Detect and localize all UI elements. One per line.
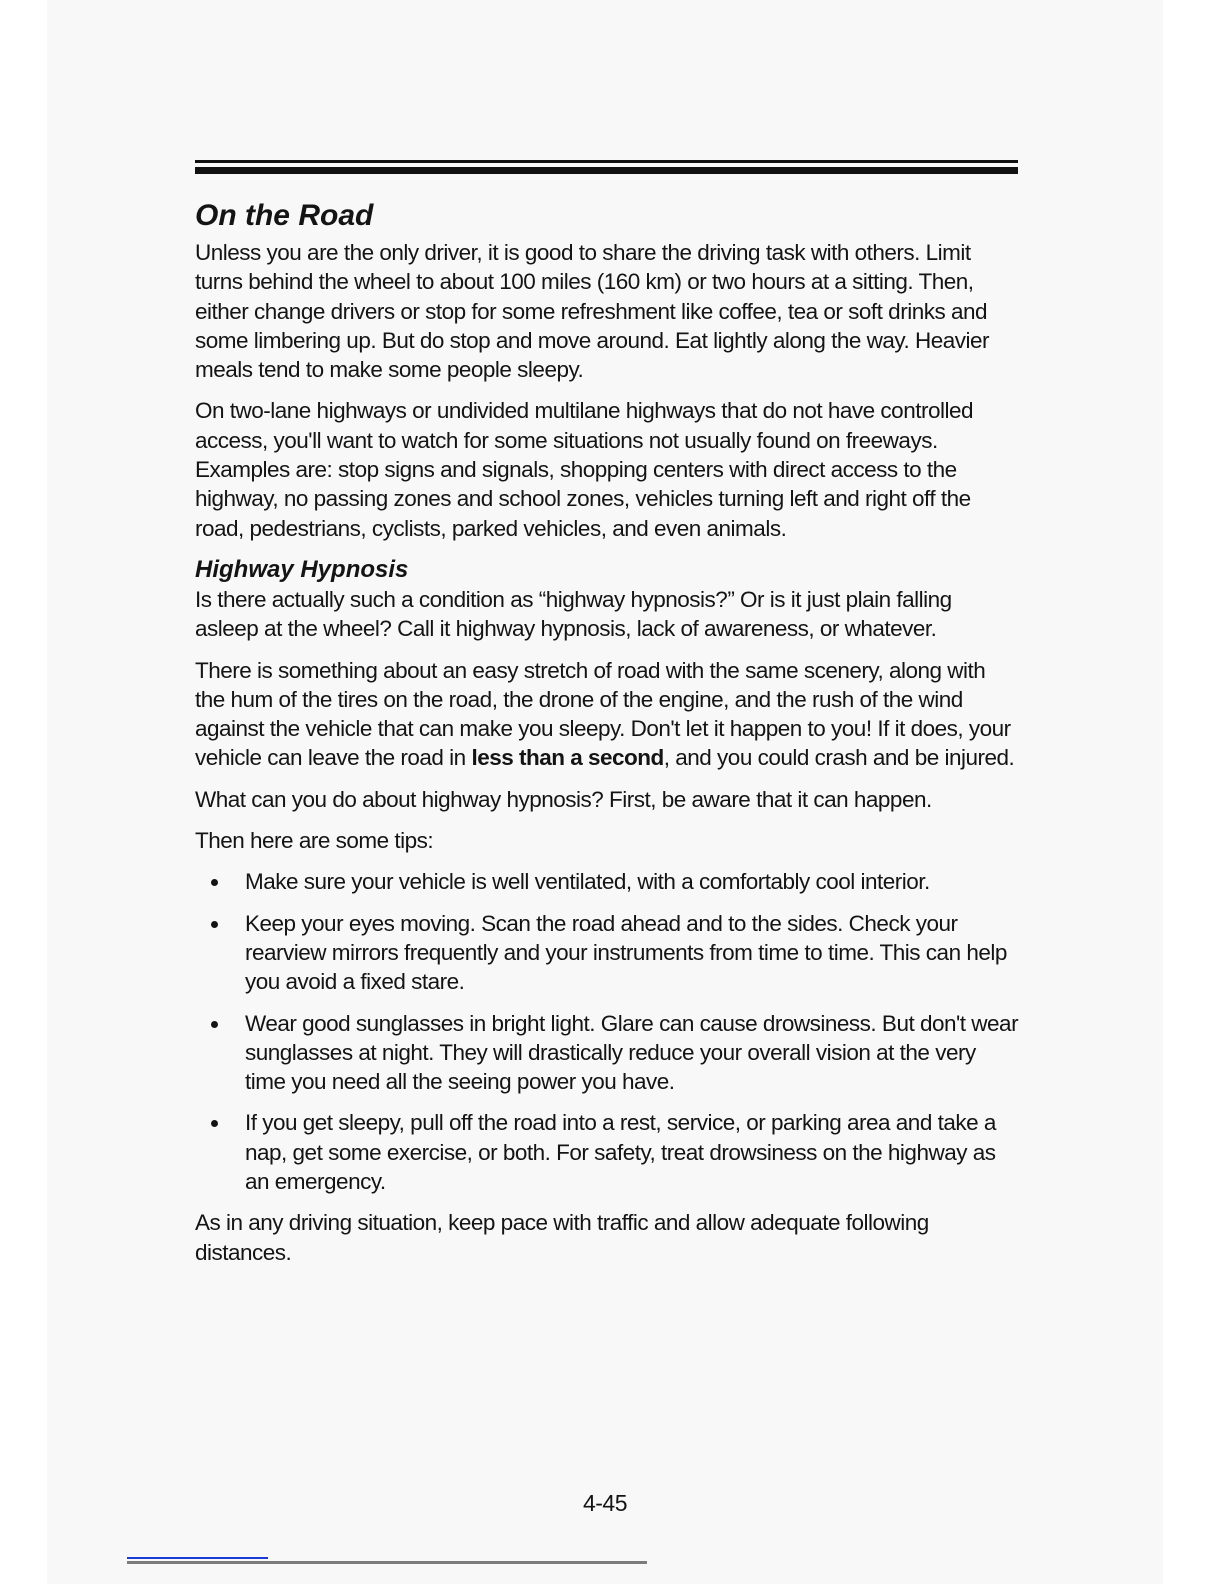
- tip-text: If you get sleepy, pull off the road into a rest, service, or parking area and take a nap, get some exercise, or both. For safety, treat drowsiness on the highway as an emergency.: [245, 1110, 996, 1195]
- header-rule-thin: [195, 160, 1018, 163]
- footer-accent-line: [127, 1557, 268, 1559]
- bullet-icon: [211, 1120, 218, 1127]
- tip-text: Keep your eyes moving. Scan the road ahead and to the sides. Check your rearview mirrors frequently and your instruments from time to time. This can help you avoid a fixed stare.: [245, 910, 1007, 995]
- tip-text: Make sure your vehicle is well ventilated, with a comfortably cool interior.: [245, 869, 930, 895]
- list-item: [195, 1108, 1020, 1196]
- subsection-title: Highway Hypnosis: [195, 555, 409, 583]
- emphasis-less-than-a-second: less than a second: [471, 745, 664, 771]
- page-content: [195, 196, 1020, 1279]
- bullet-icon: [211, 921, 218, 928]
- paragraph-hypnosis-question: Is there actually such a condition as “highway hypnosis?” Or is it just plain falling asleep at the wheel? Call it highway hypnosis, lack of awareness, or whatever.: [195, 586, 952, 642]
- paragraph-share-driving: Unless you are the only driver, it is good to share the driving task with others. Limit turns behind the wheel to about 100 miles (160 km) or two hours at a sitting. Then, either change drivers or stop for some refreshment like coffee, tea or soft drinks and some limbering up. But do stop and move around. Eat lightly along the way. Heavier meals tend to make some people sleepy.: [195, 240, 990, 383]
- list-item: [195, 1009, 1020, 1097]
- section-title: On the Road: [195, 199, 374, 232]
- tip-text: Wear good sunglasses in bright light. Glare can cause drowsiness. But don't wear sunglasses at night. They will drastically reduce your overall vision at the very time you need all the seeing power you have.: [245, 1010, 1019, 1095]
- page-number: 4-45: [582, 1490, 628, 1516]
- bullet-icon: [211, 1021, 218, 1028]
- paragraph-two-lane-highways: On two-lane highways or undivided multilane highways that do not have controlled access, you'll want to watch for some situations not usually found on freeways. Examples are: stop signs and signals, shopping centers with direct access to the highway, no passing zones and school zones, vehicles turning left and right off the road, pedestrians, cyclists, parked vehicles, and even animals.: [195, 398, 973, 541]
- paragraph-closing: As in any driving situation, keep pace with traffic and allow adequate following distances.: [195, 1210, 929, 1265]
- header-rule-thick: [195, 167, 1018, 174]
- paragraph-what-can-you-do: What can you do about highway hypnosis? First, be aware that it can happen.: [195, 786, 932, 812]
- list-item: [195, 867, 1020, 896]
- list-item: [195, 909, 1020, 997]
- paragraph-easy-stretch: [195, 656, 1020, 773]
- paragraph-tips-intro: Then here are some tips:: [195, 828, 434, 854]
- footer-line: [127, 1561, 647, 1564]
- tips-list: [195, 867, 1020, 1196]
- easy-stretch-text-end: , and you could crash and be injured.: [663, 745, 1015, 771]
- easy-stretch-text: There is something about an easy stretch of road with the same scenery, along with the hum of the tires on the road, the drone of the engine, and the rush of the wind against the vehicle that can make you sleepy. Don't let it happen to you! If it does, your vehicle can leave the road in: [195, 657, 1011, 771]
- bullet-icon: [211, 879, 218, 886]
